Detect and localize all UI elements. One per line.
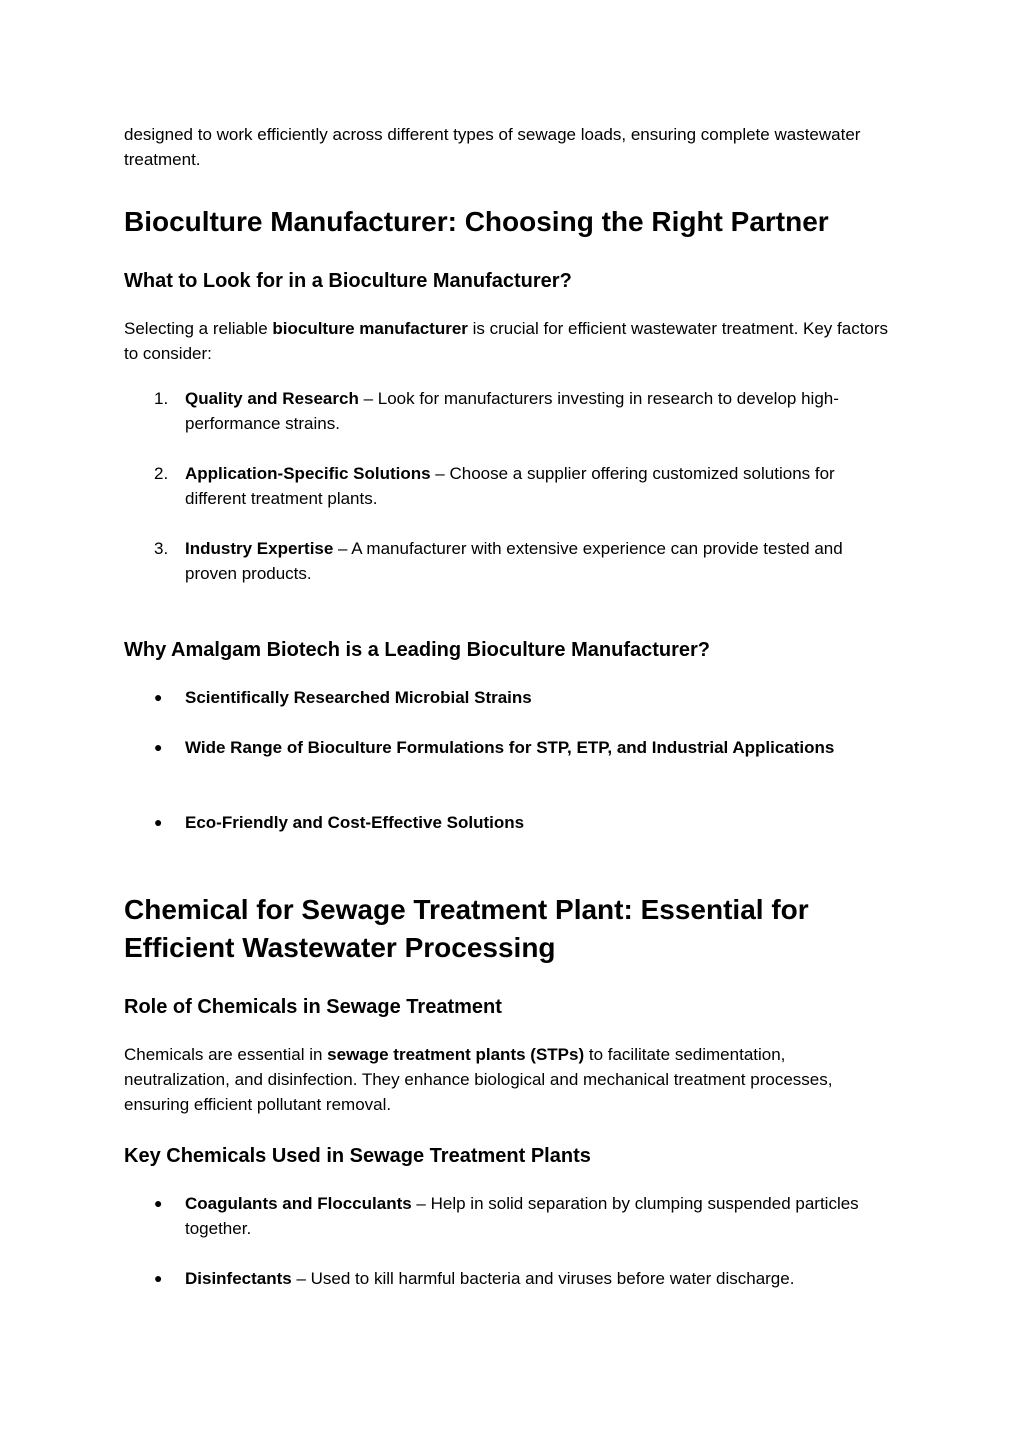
section1-sub1-paragraph: Selecting a reliable bioculture manufacturer is crucial for efficient wastewater treatment. Key factors to consider:	[124, 319, 889, 363]
list-item-text: Scientifically Researched Microbial Strains	[185, 688, 532, 707]
section1-title: Bioculture Manufacturer: Choosing the Right Partner	[124, 206, 829, 237]
bullet-icon: ●	[154, 1270, 163, 1286]
list-item-text: Disinfectants – Used to kill harmful bacteria and viruses before water discharge.	[185, 1269, 795, 1288]
list-item-text: Coagulants and Flocculants – Help in solid separation by clumping suspended particles together.	[185, 1194, 859, 1238]
section2-sub2-title: Key Chemicals Used in Sewage Treatment Plants	[124, 1145, 591, 1167]
section1-sub2-title: Why Amalgam Biotech is a Leading Bioculture Manufacturer?	[124, 639, 711, 661]
bullet-icon: ●	[154, 1195, 163, 1211]
list-item-text: Industry Expertise – A manufacturer with extensive experience can provide tested and proven products.	[185, 539, 843, 583]
list-item-text: Quality and Research – Look for manufacturers investing in research to develop high-performance strains.	[185, 389, 839, 433]
list-marker: 2.	[154, 464, 169, 483]
list-item-text: Eco-Friendly and Cost-Effective Solutions	[185, 813, 525, 832]
bullet-icon: ●	[154, 814, 163, 830]
section1-sub1-title: What to Look for in a Bioculture Manufacturer?	[124, 270, 572, 292]
section2-sub1-paragraph: Chemicals are essential in sewage treatment plants (STPs) to facilitate sedimentation, neutralization, and disinfection. They enhance biological and mechanical treatment processes, ensuring efficient pollutant removal.	[124, 1045, 833, 1114]
list-marker: 1.	[154, 389, 169, 408]
list-item-text: Wide Range of Bioculture Formulations for STP, ETP, and Industrial Applications	[185, 738, 835, 757]
section2-title: Chemical for Sewage Treatment Plant: Essential for Efficient Wastewater Processing	[124, 894, 809, 963]
list-marker: 3.	[154, 539, 169, 558]
bullet-icon: ●	[154, 739, 163, 755]
list-item-text: Application-Specific Solutions – Choose a supplier offering customized solutions for different treatment plants.	[185, 464, 835, 508]
intro-continuation: designed to work efficiently across different types of sewage loads, ensuring complete wastewater treatment.	[124, 125, 861, 169]
bullet-icon: ●	[154, 689, 163, 705]
section2-sub1-title: Role of Chemicals in Sewage Treatment	[124, 996, 502, 1018]
